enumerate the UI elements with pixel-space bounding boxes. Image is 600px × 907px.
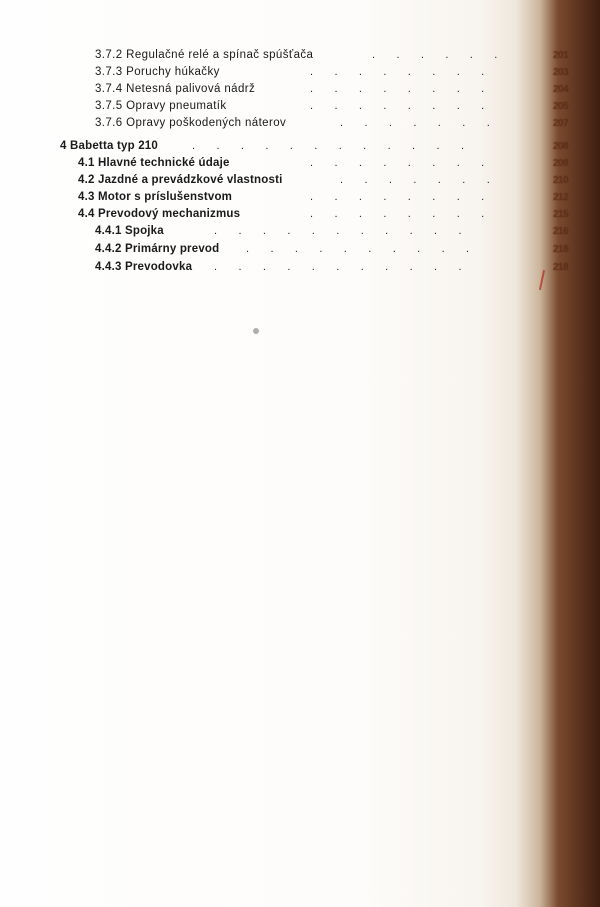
- dot-leader: . . . . . . .: [340, 117, 490, 129]
- toc-page-number: 205: [553, 101, 569, 112]
- toc-section-label: 4.3 Motor s príslušenstvom: [78, 191, 233, 203]
- toc-subsection-label: 4.4.1 Spojka: [95, 225, 164, 237]
- toc-entry: [95, 64, 220, 81]
- dot-leader: . . . . . . . . . . . .: [192, 140, 464, 152]
- toc-entry: [95, 81, 255, 98]
- toc-section-label: 4.2 Jazdné a prevádzkové vlastnosti: [78, 174, 283, 186]
- toc-section: [78, 206, 240, 223]
- toc-page-number: 215: [553, 209, 569, 220]
- dot-leader: . . . . . . . .: [310, 66, 485, 78]
- toc-page-number: 218: [553, 262, 569, 273]
- toc-entry-label: 3.7.6 Opravy poškodených náterov: [95, 117, 287, 129]
- dot-leader: . . . . . . . . . . .: [214, 225, 462, 237]
- toc-entry: [95, 98, 227, 115]
- dot-leader: . . . . . . . .: [310, 100, 485, 112]
- toc-subsection: [95, 223, 164, 240]
- dot-leader: . . . . . .: [372, 49, 498, 61]
- dot-leader: . . . . . . . . . . .: [214, 261, 462, 273]
- toc-subsection-label: 4.4.3 Prevodovka: [95, 261, 193, 273]
- toc-page-number: 208: [553, 158, 569, 169]
- toc-page-number: 210: [553, 175, 569, 186]
- toc-section: [78, 189, 232, 206]
- toc-entry: [95, 115, 286, 132]
- pen-mark: [539, 270, 545, 290]
- toc-subsection: [95, 241, 219, 258]
- toc-section: [78, 155, 230, 172]
- dot-leader: . . . . . . . .: [310, 191, 485, 203]
- ink-smudge: [253, 328, 259, 334]
- toc-entry-label: 3.7.3 Poruchy húkačky: [95, 66, 220, 78]
- dot-leader: . . . . . . .: [340, 174, 490, 186]
- toc-page-number: 203: [553, 67, 569, 78]
- dot-leader: . . . . . . . .: [310, 83, 485, 95]
- toc-page-number: 207: [553, 118, 569, 129]
- dot-leader: . . . . . . . . . .: [246, 243, 470, 255]
- toc-section-label: 4.1 Hlavné technické údaje: [78, 157, 230, 169]
- toc-entry-label: 3.7.4 Netesná palivová nádrž: [95, 83, 256, 95]
- toc-entry-label: 3.7.5 Opravy pneumatík: [95, 100, 227, 112]
- toc-page-number: 204: [553, 84, 569, 95]
- toc-subsection-label: 4.4.2 Primárny prevod: [95, 243, 220, 255]
- toc-page-number: 212: [553, 192, 569, 203]
- toc-section: [78, 172, 283, 189]
- dot-leader: . . . . . . . .: [310, 208, 485, 220]
- toc-page-number: 201: [553, 50, 569, 61]
- toc-chapter-label: 4 Babetta typ 210: [60, 140, 158, 152]
- toc-page-number: 218: [553, 244, 569, 255]
- toc-page-number: 208: [553, 141, 569, 152]
- toc-section-label: 4.4 Prevodový mechanizmus: [78, 208, 241, 220]
- toc-subsection: [95, 259, 192, 276]
- toc-page-number: 216: [553, 226, 569, 237]
- toc-entry: [95, 47, 313, 64]
- dot-leader: . . . . . . . .: [310, 157, 485, 169]
- toc-entry-label: 3.7.2 Regulačné relé a spínač spúšťača: [95, 49, 314, 61]
- toc-chapter: [60, 138, 158, 155]
